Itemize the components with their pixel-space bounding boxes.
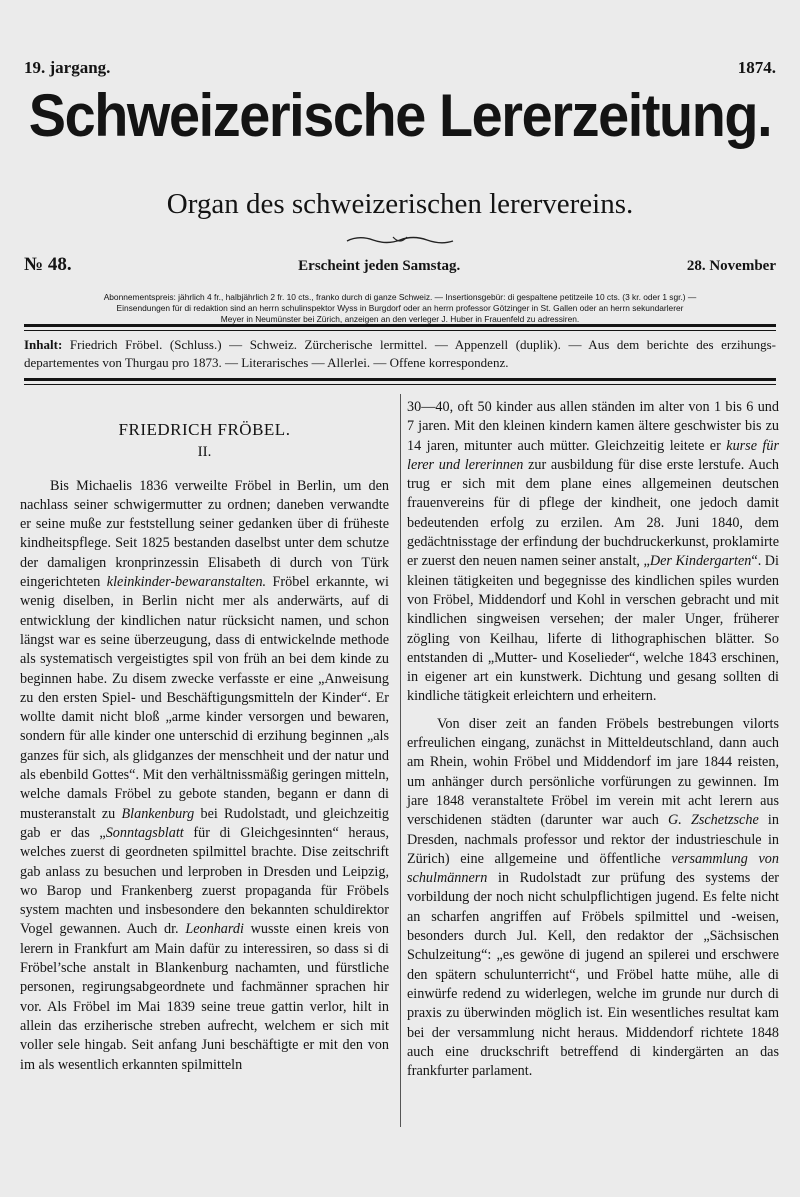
masthead-subtitle: Organ des schweizerischen lerervereins. xyxy=(166,188,634,220)
issue-date: 28. November xyxy=(686,258,776,274)
top-line xyxy=(24,58,776,78)
divider-rule xyxy=(24,324,776,327)
issue-number: № 48. xyxy=(24,254,72,275)
notice-line: Abonnementspreis: jährlich 4 fr., halbjährlich 2 fr. 10 cts., franko durch di ganze Schweiz. — Insertionsgebür: di gespaltene petitzeile 10 cts. (3 kr. oder 1 sgr.) — xyxy=(103,292,697,302)
volume-label: 19. jargang. xyxy=(24,58,111,77)
masthead-title: Schweizerische Lererzeitung. xyxy=(28,82,772,149)
table-of-contents xyxy=(24,336,776,372)
contents-label: Inhalt: xyxy=(24,337,63,352)
divider-rule xyxy=(24,330,776,331)
notice-line: Einsendungen für di redaktion sind an herrn schulinspektor Wyss in Burgdorf oder an herrn professor Götzinger in St. Gallen oder an herrn sekundarlerer xyxy=(116,303,684,313)
year-label: 1874. xyxy=(737,58,776,77)
article-title: FRIEDRICH FRÖBEL. xyxy=(118,420,291,439)
article-column-right xyxy=(407,398,779,1081)
publication-schedule: Erscheint jeden Samstag. xyxy=(298,258,461,274)
article-paragraph: 30—40, oft 50 kinder aus allen ständen im alter von 1 bis 6 und 7 jaren. Mit den kleinen kindern kamen ältere geschwister bis zu 14 jaren, mitunter auch mütter. Gleichzeitig leitete er kurse für lerer und lererinnen zur ausbildung für dise erste lerstufe. Auch trug er sich mit dem plane eines allgemeinen deutschen frauenvereins für di pflege der kindheit, one jedoch damit bedeutenden erfolg zu erzilen. Am 28. Juni 1840, dem gedächtnisstage der erfindung der buchdruckerkunst, proklamirte er zuerst den neuen namen seiner anstalt, „Der Kindergarten“. Di kleinen tätigkeiten und begegnisse des kindlichen spiles wurden von Fröbel, Middendorf und Kohl in verschen gebracht und mit kindlichen singweisen versehen; der maler Unger, früherer zögling von Keilhau, liferte di lithographischen blätter. So entstanden di „Mutter- und Koselieder“, welche 1843 erschinen, in eigener art ein kunstwerk. Dichtung und gesang sollten di kindliche tätigkeit erleichtern und erheitern. xyxy=(407,399,780,705)
article-part-number: II. xyxy=(197,444,212,461)
article-paragraph: Von diser zeit an fanden Fröbels bestrebungen vilorts erfreulichen eingang, zunächst in Mitteldeutschland, dann auch am Rhein, wohin Fröbel und Middendorf im jare 1844 reisten, um anhänger durch persönliche vorfürungen zu gewinnen. Im jare 1848 veranstaltete Fröbel im verein mit acht lerern aus verschidenen städten (darunter war auch G. Zschetzsche in Dresden, nachmals professor und rektor der industrieschule in Zürich) eine allgemeine und öffentliche versammlung von schulmännern in Rudolstadt zur prüfung des systems der vorbildung der noch nicht schulpflichtigen jugend. Es felte nicht an scharfen angriffen auf Fröbels spilmittel und -weisen, besonders durch Jul. Kell, den redaktor der „Sächsischen Schulzeitung“: „es gewöne di jugend an spilerei und erschwere den spätern schulunterricht“, und Fröbel hatte mühe, alle di einwürfe redend zu widerlegen, welche im grunde nur durch di praxis zu überwinden möglich ist. Ein wesentliches resultat kam bei der versammlung nicht heraus. Middendorf richtete 1848 auch eine druckschrift betreffend di kindergärten an das frankfurter parlament. xyxy=(407,715,779,1080)
contents-text: Friedrich Fröbel. (Schluss.) — Schweiz. Zürcherische lermittel. — Appenzell (duplik). — Aus dem berichte des erzihungs-departementes von Thurgau pro 1873. — Literarisches — Allerlei. — Offene korrespondenz. xyxy=(24,337,777,370)
column-divider xyxy=(400,394,401,1127)
issue-line xyxy=(24,254,776,276)
notice-line: Meyer in Neumünster bei Zürich, anzeigen an den verleger J. Huber in Frauenfeld zu adressiren. xyxy=(220,314,580,324)
divider-rule xyxy=(24,384,776,385)
subscription-notice xyxy=(24,292,776,325)
ornament-divider-icon xyxy=(345,233,455,247)
divider-rule xyxy=(24,378,776,381)
article-column-left xyxy=(20,398,389,1075)
article-paragraph: Bis Michaelis 1836 verweilte Fröbel in Berlin, um den nachlass seiner schwigermutter zu ordnen; daneben verwandte er seine muße zur feststellung seiner gedanken über di früheste kindheitspflege. Seit 1825 bestanden daselbst unter dem schutze der damaligen kronprinzessin Elisabeth di durch von Türk eingerichteten kleinkinder-bewaranstalten. Fröbel erkannte, wi wenig diselben, in Berlin nicht mer als anderwärts, auf di entwicklung der kindlichen natur rücksicht namen, und schon längst war es seine überzeugung, dass di entwickelnde methode als systematisch vergeistigtes spil von früh an bei dem kinde zu beginnen habe. Zu disem zwecke verfasste er eine „Anweisung zu den ersten Spiel- und Beschäftigungsmitteln der Kinder“. Er wollte damit nicht bloß „arme kinder versorgen und bewaren, sondern für alle kinder one unterschid di erzihung beginnen „als ganzes für sich, als glidganzes der menschheit und der natur und als ebenbild Gottes“. Mit den verhältnissmäßig geringen mitteln, welche damals Fröbel zu gebote standen, begann er dann di musteranstalt zu Blankenburg bei Rudolstadt, und gleichzeitig gab er das „Sonntagsblatt für di Gleichgesinnten“ heraus, welches zuerst di geordneten spilmittel brachte. Dise zeitschrift gab anlass zu besuchen und lerproben in Dresden und Leipzig, wo Barop und Frankenberg zuerst propaganda für Fröbels system machten und insbesondere den bekannten schuldirektor Vogel gewannen. Auch dr. Leonhardi wusste einen kreis von lerern in Frankfurt am Main dafür zu interessiren, so dass si di Fröbel’sche anstalt in Blankenburg nachamten, und fürstliche personen, regirungsabgeordnete und fachmänner sprachen hir vor. Als Fröbel im Mai 1839 seine treue gattin verlor, hilt in allein das erziherische streben aufrecht, welchem er sich mit voller sele hingab. Seit anfang Juni beschäftigte er mit den von im als wesentlich erkannten spilmitteln xyxy=(20,477,389,1073)
